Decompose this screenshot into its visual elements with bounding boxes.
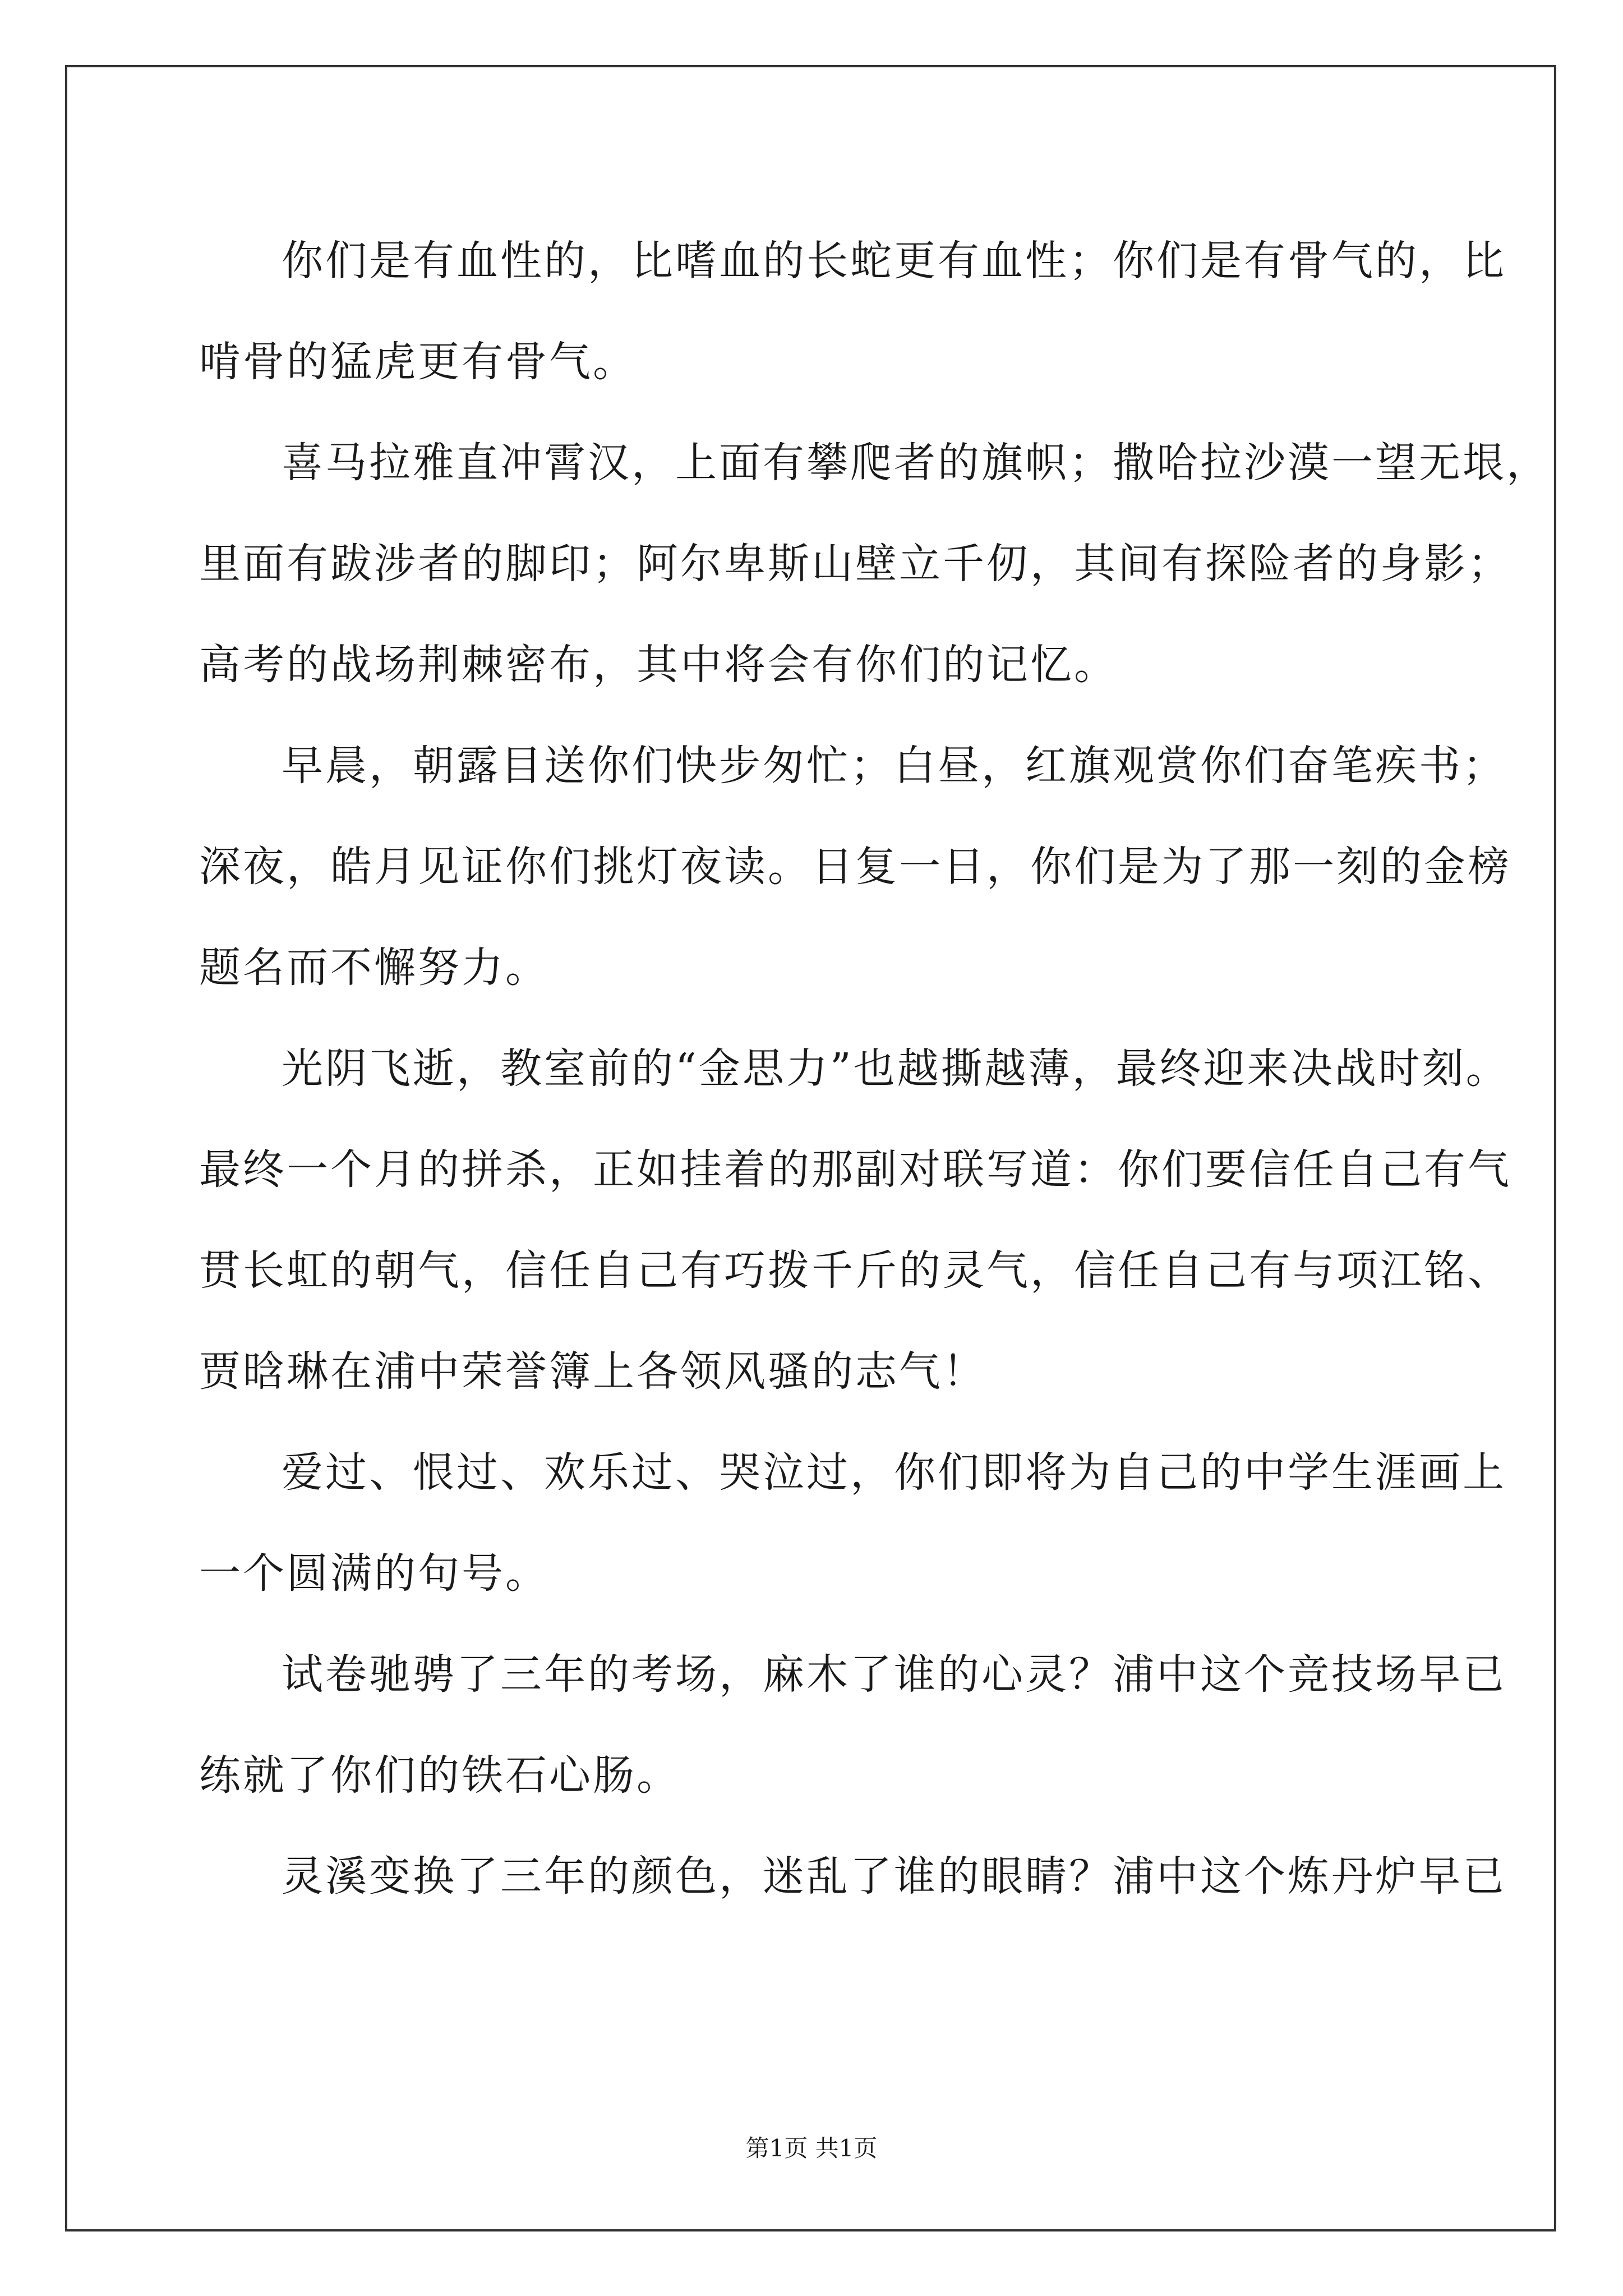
page-footer: 第1页 共1页 bbox=[745, 2134, 878, 2162]
text-line: 题名而不懈努力。 bbox=[199, 944, 549, 992]
text-line: 一个圆满的句号。 bbox=[199, 1549, 549, 1598]
text-line: 灵溪变换了三年的颜色，迷乱了谁的眼睛？浦中这个炼丹炉早已 bbox=[282, 1852, 1506, 1901]
text-line: 早晨，朝露目送你们快步匆忙；白昼，红旗观赏你们奋笔疾书； bbox=[282, 742, 1506, 790]
text-line: 高考的战场荆棘密布，其中将会有你们的记忆。 bbox=[199, 641, 1118, 689]
text-line: 啃骨的猛虎更有骨气。 bbox=[199, 338, 637, 386]
text-line: 最终一个月的拼杀，正如挂着的那副对联写道：你们要信任自己有气 bbox=[199, 1145, 1511, 1194]
text-line: 你们是有血性的，比嗜血的长蛇更有血性；你们是有骨气的，比 bbox=[282, 237, 1506, 285]
text-line: 练就了你们的铁石心肠。 bbox=[199, 1751, 680, 1800]
text-line: 光阴飞逝，教室前的“金思力”也越撕越薄，最终迎来决战时刻。 bbox=[282, 1045, 1510, 1093]
text-line: 贯长虹的朝气，信任自己有巧拨千斤的灵气，信任自己有与项江铭、 bbox=[199, 1246, 1511, 1295]
text-line: 深夜，皓月见证你们挑灯夜读。日复一日，你们是为了那一刻的金榜 bbox=[199, 843, 1511, 891]
text-line: 喜马拉雅直冲霄汉，上面有攀爬者的旗帜；撒哈拉沙漠一望无垠， bbox=[282, 439, 1550, 487]
text-line: 贾晗琳在浦中荣誉簿上各领风骚的志气！ bbox=[199, 1347, 986, 1396]
text-line: 爱过、恨过、欢乐过、哭泣过，你们即将为自己的中学生涯画上 bbox=[282, 1448, 1506, 1497]
text-line: 试卷驰骋了三年的考场，麻木了谁的心灵？浦中这个竞技场早已 bbox=[282, 1650, 1506, 1699]
text-line: 里面有跋涉者的脚印；阿尔卑斯山壁立千仞，其间有探险者的身影； bbox=[199, 540, 1511, 588]
